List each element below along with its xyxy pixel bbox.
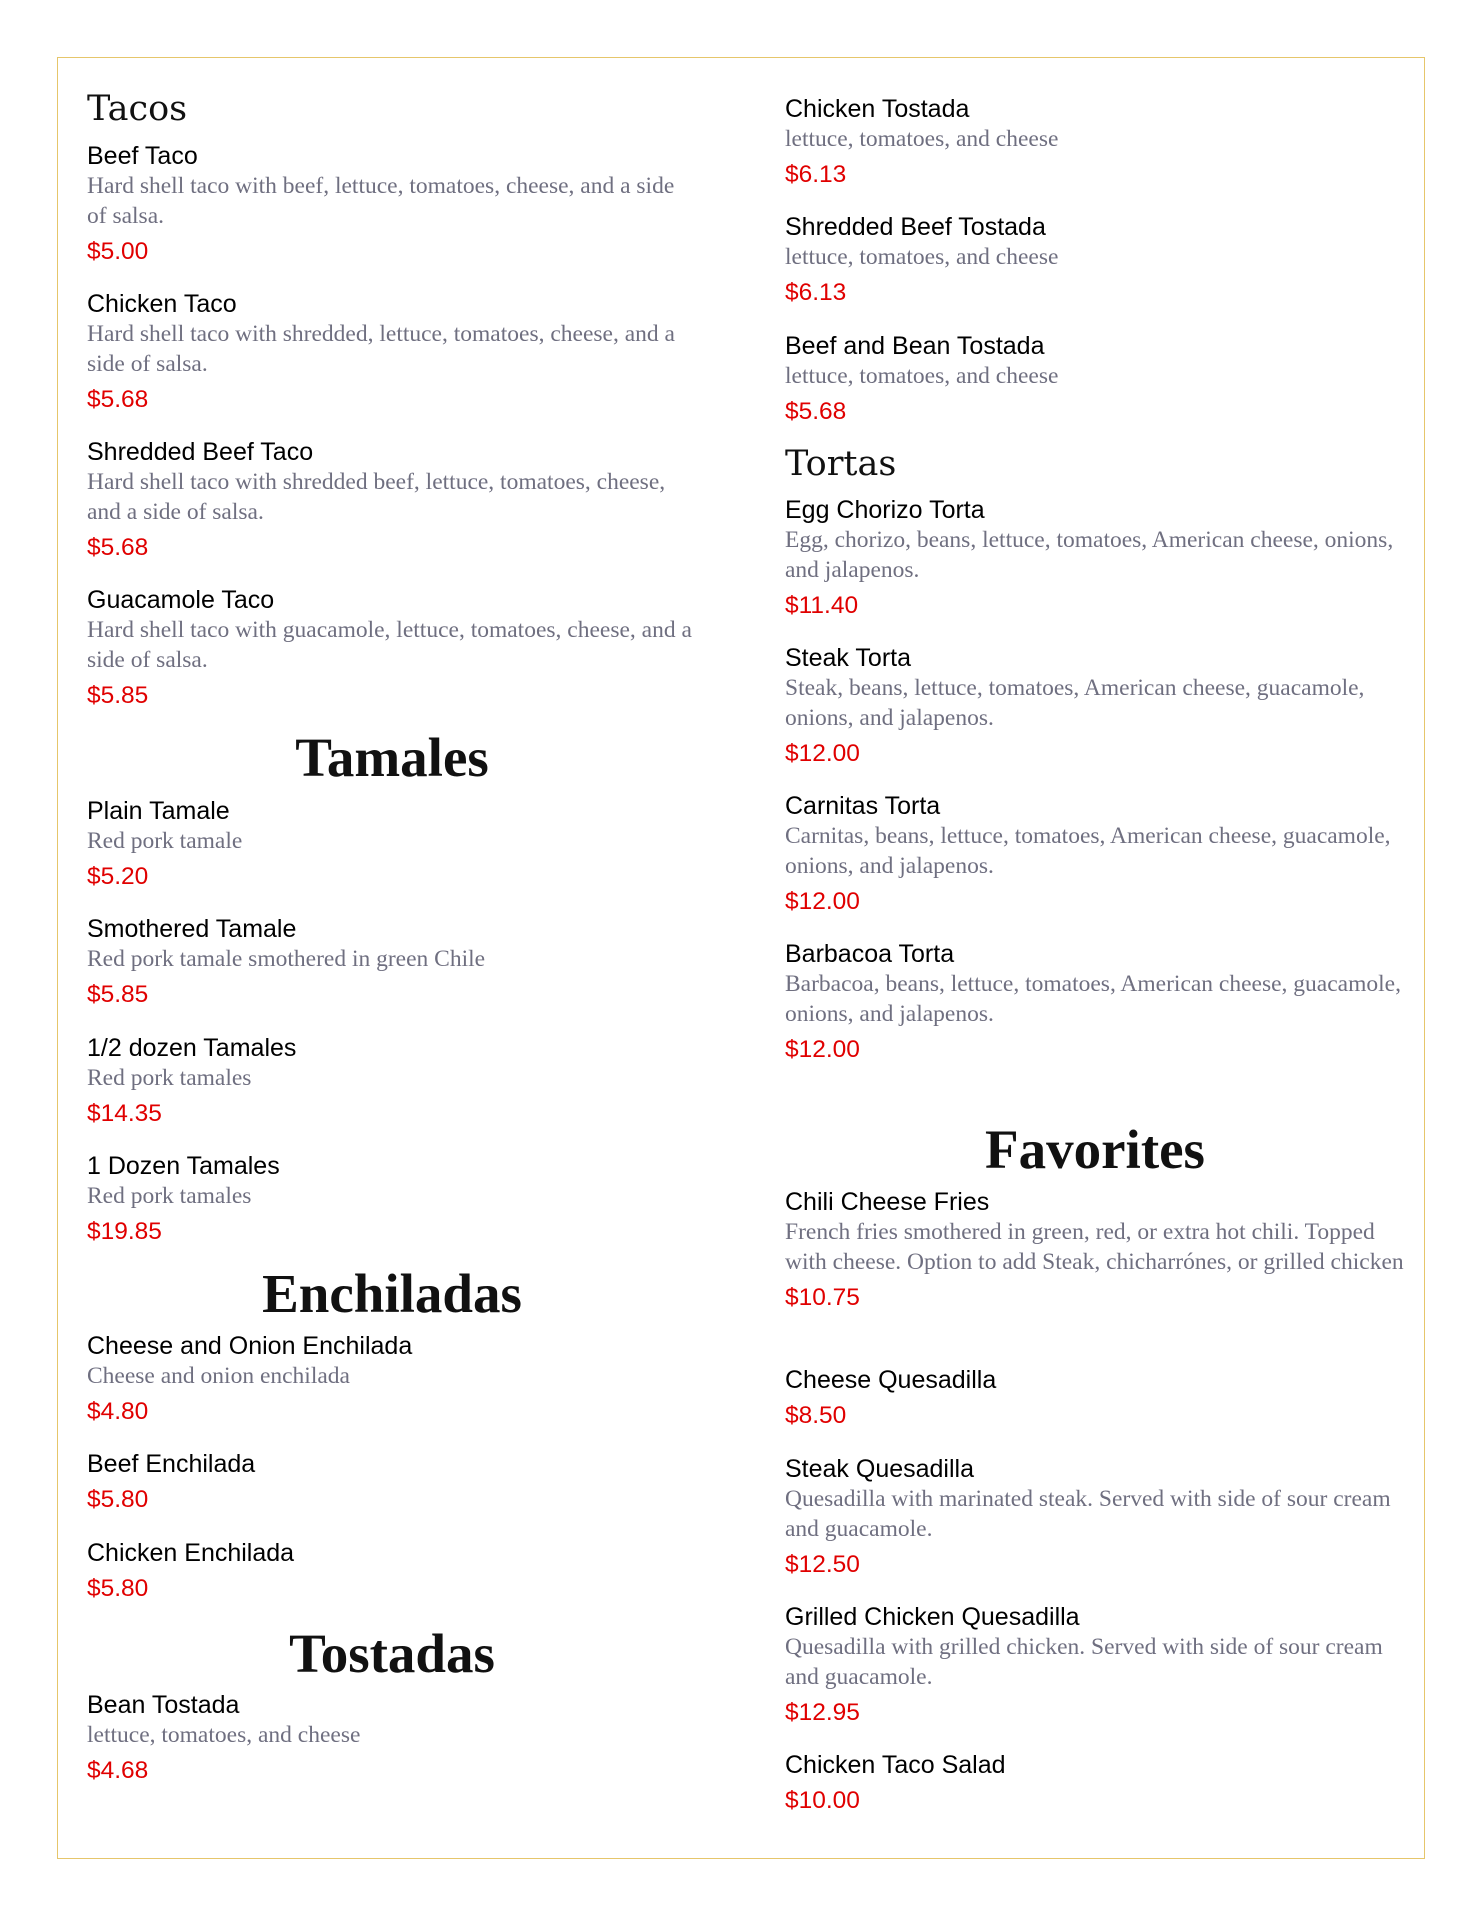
menu-item xyxy=(87,1151,697,1247)
item-name: Chicken Enchilada xyxy=(87,1539,295,1567)
item-price: $5.68 xyxy=(87,386,149,413)
item-name: Smothered Tamale xyxy=(87,915,297,943)
menu-item xyxy=(785,1454,1405,1580)
item-price: $10.00 xyxy=(785,1787,860,1814)
item-price: $5.68 xyxy=(87,534,149,561)
menu-item xyxy=(785,94,1405,190)
item-name: Cheese Quesadilla xyxy=(785,1366,997,1394)
item-description: lettuce, tomatoes, and cheese xyxy=(785,126,1059,152)
item-description: Egg, chorizo, beans, lettuce, tomatoes, American cheese, onions, and jalapenos. xyxy=(785,527,1394,583)
item-description: Steak, beans, lettuce, tomatoes, American cheese, guacamole, onions, and jalapenos. xyxy=(785,675,1365,731)
item-description: Quesadilla with grilled chicken. Served with side of sour cream and guacamole. xyxy=(785,1634,1383,1690)
menu-item xyxy=(785,643,1405,769)
item-name: Bean Tostada xyxy=(87,1691,240,1719)
item-price: $19.85 xyxy=(87,1218,162,1245)
item-price: $8.50 xyxy=(785,1402,847,1429)
section-title-tortas: Tortas xyxy=(785,444,897,484)
menu-item xyxy=(87,1449,697,1515)
item-price: $4.80 xyxy=(87,1398,149,1425)
menu-item xyxy=(87,1033,697,1129)
item-description: lettuce, tomatoes, and cheese xyxy=(785,363,1059,389)
item-price: $5.85 xyxy=(87,682,149,709)
item-price: $5.20 xyxy=(87,863,149,890)
item-description: Carnitas, beans, lettuce, tomatoes, American cheese, guacamole, onions, and jalapenos. xyxy=(785,823,1391,879)
item-name: Shredded Beef Taco xyxy=(87,438,314,466)
item-description: lettuce, tomatoes, and cheese xyxy=(785,244,1059,270)
item-name: Cheese and Onion Enchilada xyxy=(87,1332,413,1360)
item-description: French fries smothered in green, red, or extra hot chili. Topped with cheese. Option to add Steak, chicharrónes, or grilled chicken xyxy=(785,1219,1404,1275)
menu-item xyxy=(785,331,1405,427)
menu-item xyxy=(87,1690,697,1786)
menu-item xyxy=(785,791,1405,917)
item-name: Barbacoa Torta xyxy=(785,940,955,968)
item-description: Red pork tamale xyxy=(87,828,243,854)
item-description: Red pork tamale smothered in green Chile xyxy=(87,946,486,972)
item-name: Egg Chorizo Torta xyxy=(785,496,985,524)
item-name: Chicken Taco Salad xyxy=(785,1751,1006,1779)
menu-item xyxy=(785,212,1405,308)
item-description: Cheese and onion enchilada xyxy=(87,1363,350,1389)
menu-item xyxy=(87,585,697,711)
item-name: Chicken Taco xyxy=(87,290,237,318)
item-price: $5.85 xyxy=(87,981,149,1008)
item-price: $11.40 xyxy=(785,592,859,619)
menu-item xyxy=(87,1538,697,1604)
item-name: 1 Dozen Tamales xyxy=(87,1152,280,1180)
item-description: Hard shell taco with beef, lettuce, tomatoes, cheese, and a side of salsa. xyxy=(87,173,675,229)
item-price: $14.35 xyxy=(87,1100,162,1127)
menu-item xyxy=(785,1750,1405,1816)
item-description: Quesadilla with marinated steak. Served with side of sour cream and guacamole. xyxy=(785,1486,1391,1542)
menu-item xyxy=(87,796,697,892)
item-name: 1/2 dozen Tamales xyxy=(87,1034,297,1062)
item-name: Guacamole Taco xyxy=(87,586,275,614)
item-price: $12.00 xyxy=(785,888,860,915)
item-price: $10.75 xyxy=(785,1284,860,1311)
item-name: Beef and Bean Tostada xyxy=(785,332,1045,360)
section-title-enchiladas: Enchiladas xyxy=(262,1263,522,1324)
item-price: $12.50 xyxy=(785,1551,860,1578)
menu-item xyxy=(87,141,697,267)
menu-item xyxy=(785,1602,1405,1728)
item-price: $12.00 xyxy=(785,1036,860,1063)
item-description: Red pork tamales xyxy=(87,1065,252,1091)
section-title-tostadas: Tostadas xyxy=(289,1623,495,1684)
item-description: Red pork tamales xyxy=(87,1183,252,1209)
item-name: Beef Enchilada xyxy=(87,1450,256,1478)
item-price: $5.80 xyxy=(87,1486,149,1513)
menu-item xyxy=(785,939,1405,1065)
item-description: lettuce, tomatoes, and cheese xyxy=(87,1722,361,1748)
item-name: Steak Torta xyxy=(785,644,912,672)
item-name: Chili Cheese Fries xyxy=(785,1188,990,1216)
menu-item xyxy=(87,914,697,1010)
item-description: Hard shell taco with guacamole, lettuce, tomatoes, cheese, and a side of salsa. xyxy=(87,617,692,673)
item-name: Beef Taco xyxy=(87,142,198,170)
item-name: Steak Quesadilla xyxy=(785,1455,975,1483)
menu-item xyxy=(785,495,1405,621)
menu-item xyxy=(785,1187,1405,1313)
menu-item xyxy=(87,437,697,563)
item-price: $5.00 xyxy=(87,238,149,265)
menu-item xyxy=(87,1331,697,1427)
item-price: $12.95 xyxy=(785,1699,860,1726)
item-description: Hard shell taco with shredded, lettuce, tomatoes, cheese, and a side of salsa. xyxy=(87,321,675,377)
item-price: $6.13 xyxy=(785,161,847,188)
item-price: $12.00 xyxy=(785,740,860,767)
item-price: $5.80 xyxy=(87,1575,149,1602)
section-title-tamales: Tamales xyxy=(295,727,489,788)
item-price: $4.68 xyxy=(87,1757,149,1784)
item-description: Barbacoa, beans, lettuce, tomatoes, American cheese, guacamole, onions, and jalapenos. xyxy=(785,971,1401,1027)
item-name: Carnitas Torta xyxy=(785,792,941,820)
item-price: $5.68 xyxy=(785,398,847,425)
section-title-favorites: Favorites xyxy=(985,1119,1205,1180)
item-name: Chicken Tostada xyxy=(785,95,970,123)
menu-item xyxy=(87,289,697,415)
menu-item xyxy=(785,1365,1405,1431)
section-title-tacos: Tacos xyxy=(87,89,188,129)
item-name: Grilled Chicken Quesadilla xyxy=(785,1603,1080,1631)
item-name: Plain Tamale xyxy=(87,797,230,825)
item-description: Hard shell taco with shredded beef, lettuce, tomatoes, cheese, and a side of salsa. xyxy=(87,469,666,525)
item-price: $6.13 xyxy=(785,279,847,306)
item-name: Shredded Beef Tostada xyxy=(785,213,1046,241)
